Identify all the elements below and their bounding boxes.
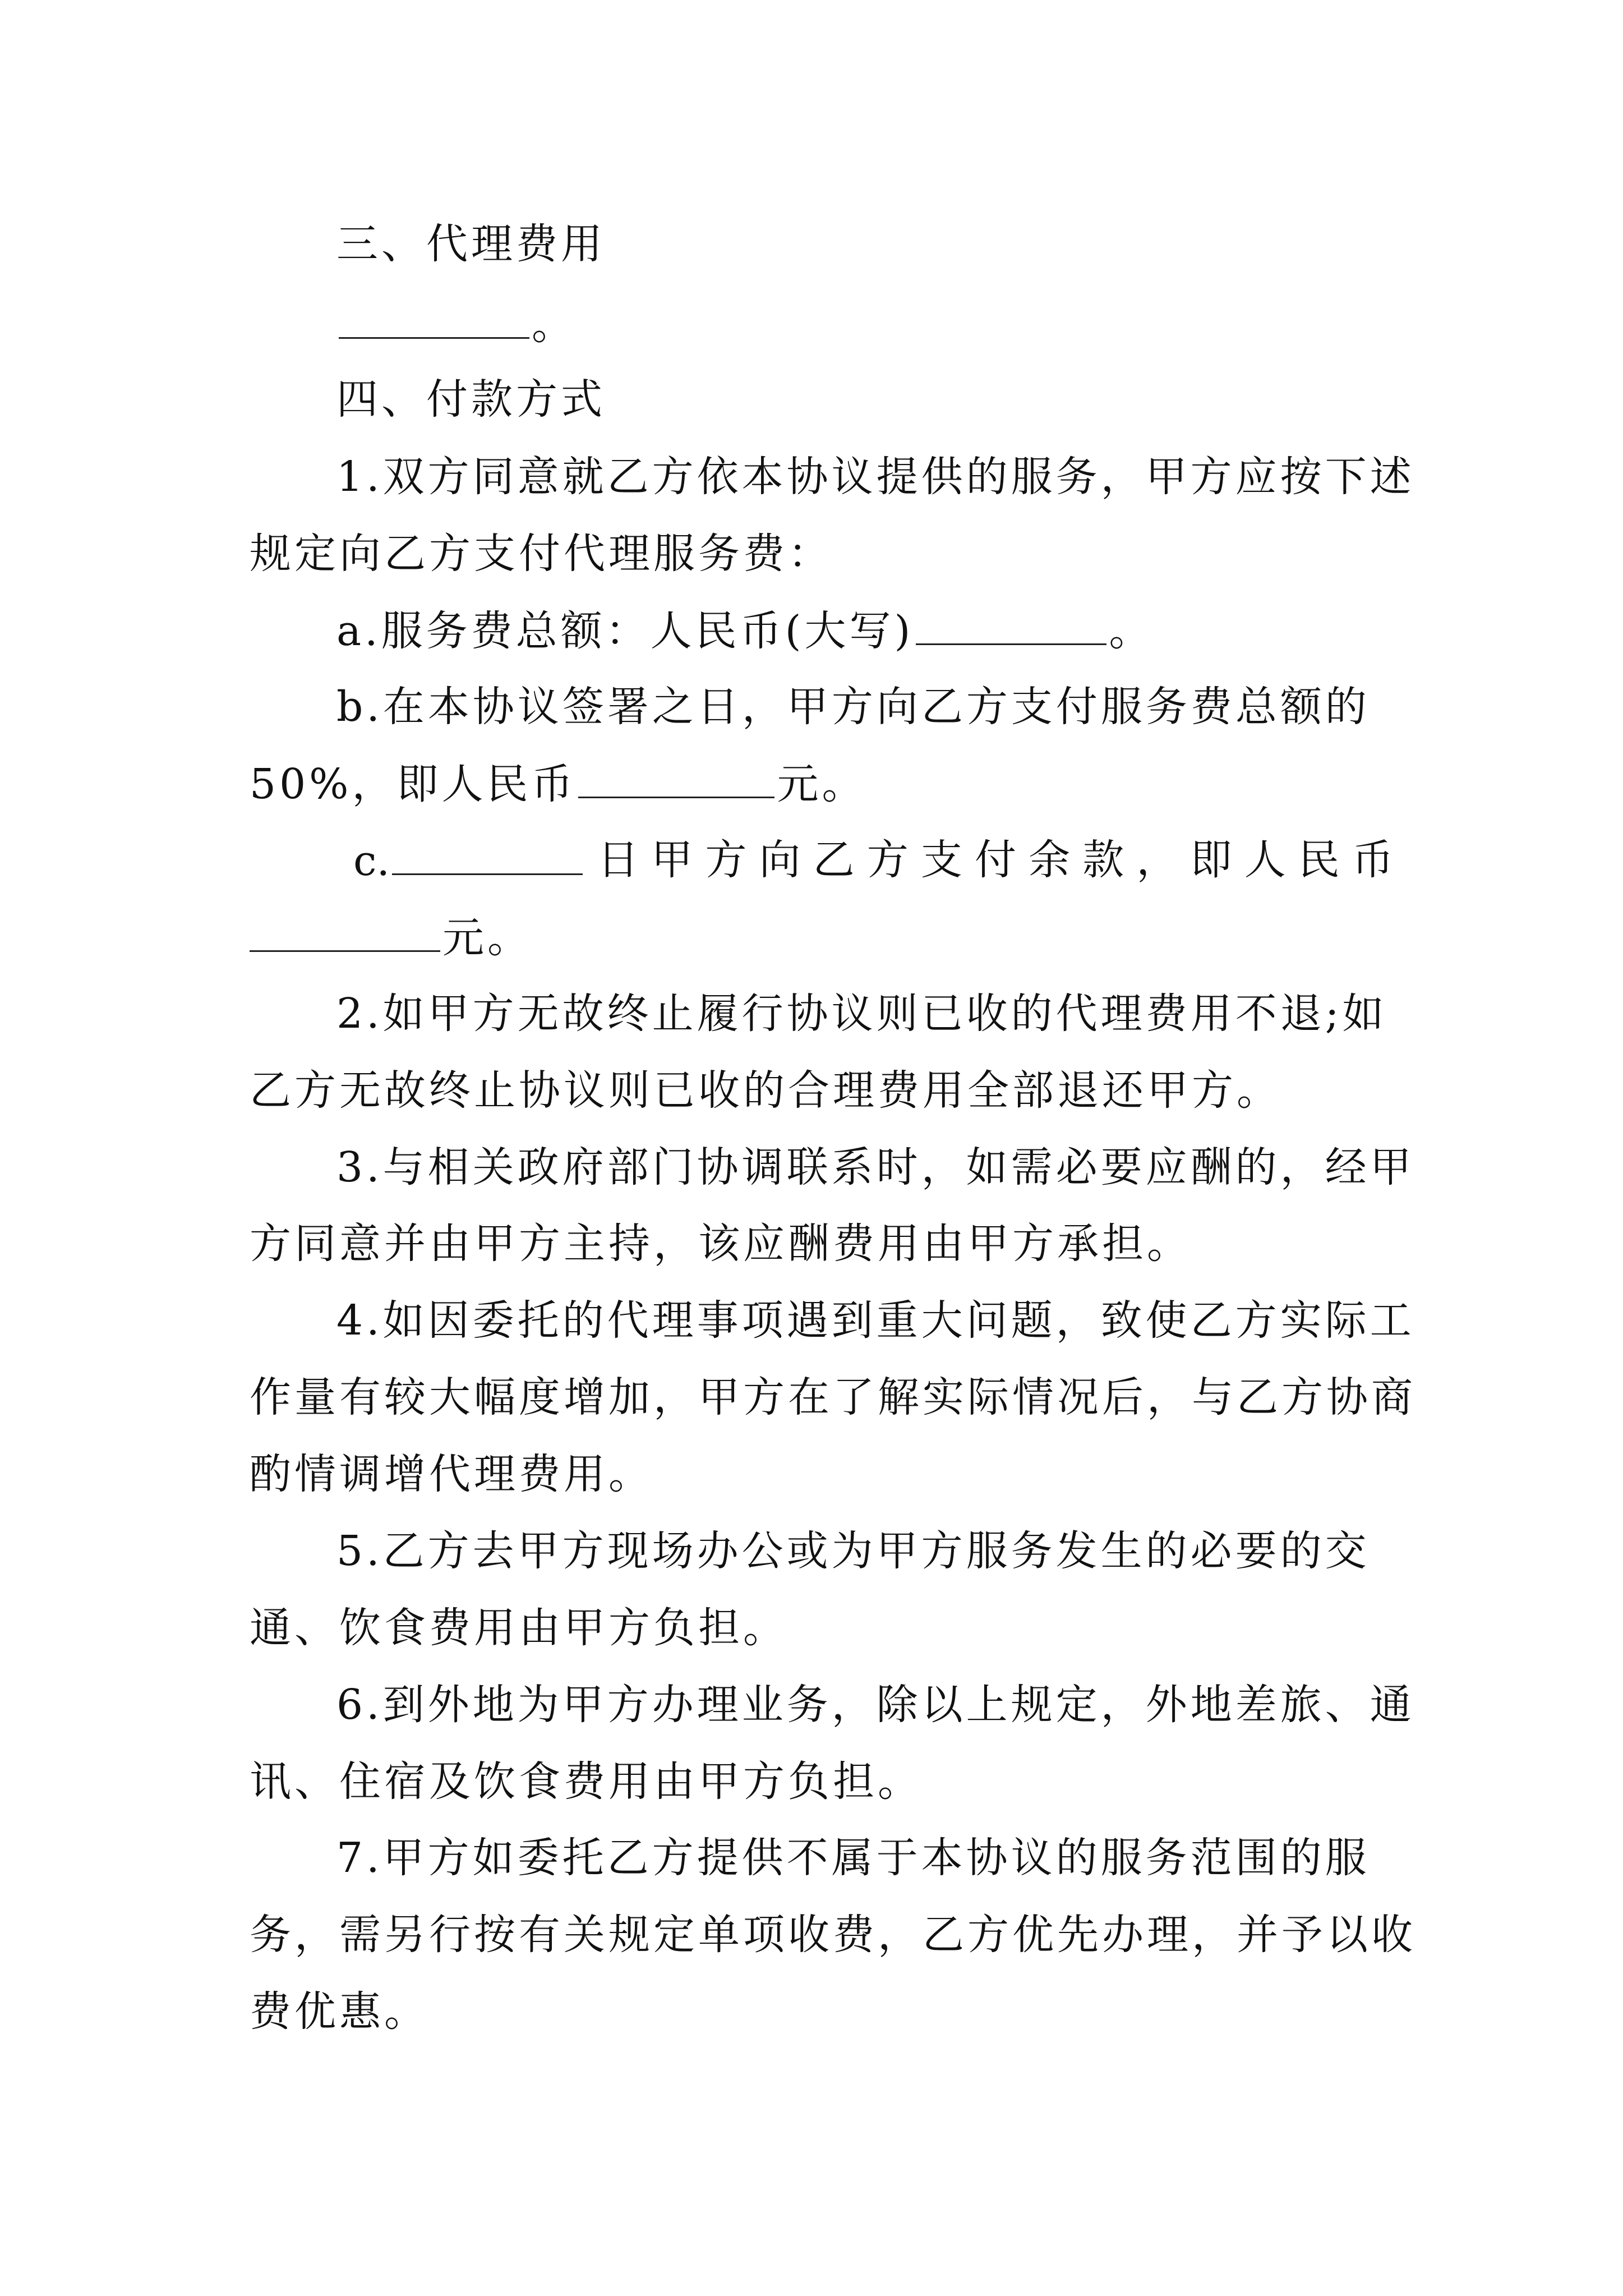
clause-a [336, 602, 1394, 659]
clause-c-char: 付 [974, 836, 1016, 884]
clause-3-line-2: 方同意并由甲方主持，该应酬费用由甲方承担。 [250, 1220, 1192, 1268]
clause-c-char: 民 [1298, 836, 1340, 884]
clause-1-line-2: 规定向乙方支付代理服务费： [250, 530, 833, 578]
clause-b-text: 50%，即人民币 [250, 760, 577, 808]
clause-4-line-2: 作量有较大幅度增加，甲方在了解实际情况后，与乙方协商 [250, 1373, 1416, 1421]
clause-c-char: ， [1136, 836, 1178, 884]
clause-c-char: 方 [705, 836, 747, 884]
clause-5-line-1: 5.乙方去甲方现场办公或为甲方服务发生的必要的交 [336, 1527, 1370, 1575]
fee-blank-line [336, 296, 1394, 353]
section-heading-payment: 四、付款方式 [336, 375, 606, 424]
clause-a-text: a.服务费总额：人民币(大写) [336, 607, 914, 655]
total-fee-blank [916, 602, 1106, 645]
clause-c-char: 甲 [651, 836, 693, 884]
clause-c-end: 元。 [442, 914, 532, 962]
clause-7-line-1: 7.甲方如委托乙方提供不属于本协议的服务范围的服 [336, 1834, 1370, 1882]
clause-b-line-1: b.在本协议签署之日，甲方向乙方支付服务费总额的 [336, 683, 1370, 731]
fee-line-end: 。 [532, 301, 577, 349]
clause-4-line-1: 4.如因委托的代理事项遇到重大问题，致使乙方实际工 [336, 1296, 1415, 1345]
clause-c-char: 日 [597, 836, 639, 884]
clause-3-line-1: 3.与相关政府部门协调联系时，如需必要应酬的，经甲 [336, 1143, 1415, 1191]
clause-c-char: 乙 [813, 836, 855, 884]
clause-c-prefix: c. [353, 837, 390, 885]
clause-7-line-2: 务，需另行按有关规定单项收费，乙方优先办理，并予以收 [250, 1911, 1416, 1959]
clause-c-char: 余 [1029, 836, 1071, 884]
clause-5-line-2: 通、饮食费用由甲方负担。 [250, 1604, 788, 1652]
clause-c-char: 款 [1082, 836, 1124, 884]
fee-amount-blank [339, 296, 529, 339]
clause-2-line-1: 2.如甲方无故终止履行协议则已收的代理费用不退;如 [336, 990, 1387, 1038]
clause-c-char: 方 [866, 836, 909, 884]
clause-b-end: 元。 [777, 760, 867, 808]
section-heading-fees: 三、代理费用 [336, 220, 606, 268]
balance-date-blank [392, 832, 583, 875]
clause-c-char: 向 [759, 836, 801, 884]
clause-4-line-3: 酌情调增代理费用。 [250, 1450, 653, 1498]
clause-c-char: 即 [1190, 836, 1232, 884]
clause-c-char: 币 [1352, 836, 1394, 884]
clause-c-line-1 [353, 832, 1394, 889]
clause-7-line-3: 费优惠。 [250, 1987, 429, 2036]
clause-c-char: 人 [1244, 836, 1286, 884]
clause-a-end: 。 [1109, 607, 1154, 655]
balance-amount-blank [250, 909, 440, 952]
clause-6-line-1: 6.到外地为甲方办理业务，除以上规定，外地差旅、通 [336, 1681, 1415, 1729]
clause-c-label [353, 832, 585, 889]
first-payment-blank [578, 755, 774, 798]
clause-c-line-2 [250, 909, 1394, 966]
clause-6-line-2: 讯、住宿及饮食费用由甲方负担。 [250, 1757, 923, 1806]
clause-1-line-1: 1.双方同意就乙方依本协议提供的服务，甲方应按下述 [336, 453, 1415, 501]
clause-b-line-2 [250, 755, 1394, 812]
clause-c-char: 支 [920, 836, 962, 884]
clause-2-line-2: 乙方无故终止协议则已收的合理费用全部退还甲方。 [250, 1066, 1281, 1115]
